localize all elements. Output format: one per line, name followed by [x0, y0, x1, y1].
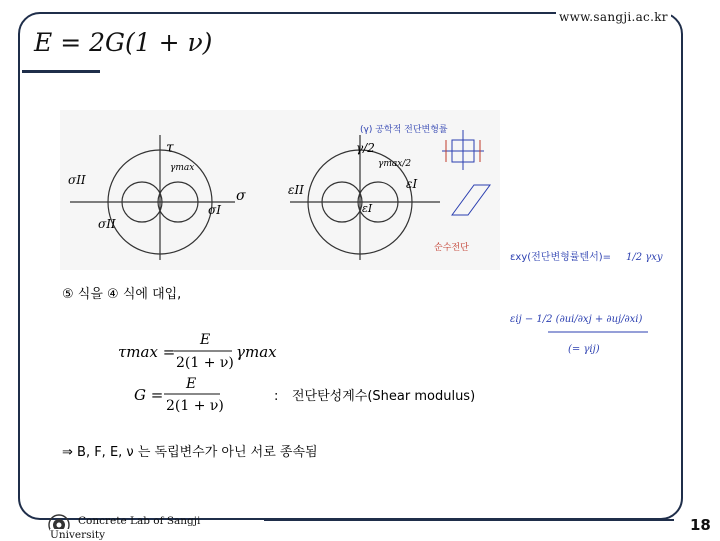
eq2-denominator: 2(1 + ν) [166, 398, 224, 414]
eps-1-small-label: εI [362, 202, 373, 215]
slide-title: E = 2G(1 + ν) [34, 28, 213, 57]
shear-modulus-note: 전단탄성계수(Shear modulus) [292, 389, 476, 404]
gamma-over-2-label: γ/2 [356, 141, 375, 155]
eps-1-label: εI [406, 177, 418, 191]
sigma-2-top-label: σII [68, 173, 86, 187]
page-number: 18 [690, 516, 711, 534]
strain-tensor-rhs: 1/2 γxy [626, 252, 663, 263]
engineering-shear-note: (γ) 공학적 전단변형률 [360, 125, 448, 135]
substitution-step: ⑤ 식을 ④ 식에 대입, [62, 287, 182, 302]
strain-tensor-general: εij − 1/2 (∂ui/∂xj + ∂uj/∂xi) [510, 314, 643, 325]
eps-2-label: εII [288, 183, 304, 197]
mohr-circle-sketch [60, 110, 500, 270]
sigma-2-label: σII [98, 217, 116, 231]
website-url: www.sangji.ac.kr [556, 10, 671, 24]
dependency-conclusion: ⇒ B, F, E, ν 는 독립변수가 아닌 서로 종속됨 [62, 445, 318, 460]
strain-tensor-formula [508, 240, 678, 360]
eq1-rhs: γmax [236, 343, 277, 361]
tau-max-label: γmax [170, 163, 195, 173]
eq2-colon: : [274, 389, 279, 404]
pure-shear-note: 순수전단 [434, 243, 469, 253]
eq1-denominator: 2(1 + ν) [176, 355, 234, 371]
eq1-numerator: E [200, 332, 211, 348]
title-underline [22, 70, 100, 73]
lab-name-line1: Concrete Lab of Sangji [78, 515, 201, 527]
lab-name-line2: University [50, 529, 106, 541]
tau-label: τ [166, 140, 174, 156]
eq1-lhs: τmax = [118, 343, 176, 361]
eq2-numerator: E [186, 376, 197, 392]
typeset-equations [60, 282, 500, 462]
strain-tensor-lhs: εxy(전단변형률텐서)= [510, 252, 612, 263]
strain-tensor-gamma: (= γij) [568, 344, 600, 355]
sigma-label: σ [236, 188, 246, 204]
eq2-lhs: G = [134, 386, 164, 404]
footer-rule [264, 519, 674, 521]
sigma-1-label: σI [208, 203, 221, 217]
gamma-max-over-2-label: γmax/2 [378, 159, 412, 169]
